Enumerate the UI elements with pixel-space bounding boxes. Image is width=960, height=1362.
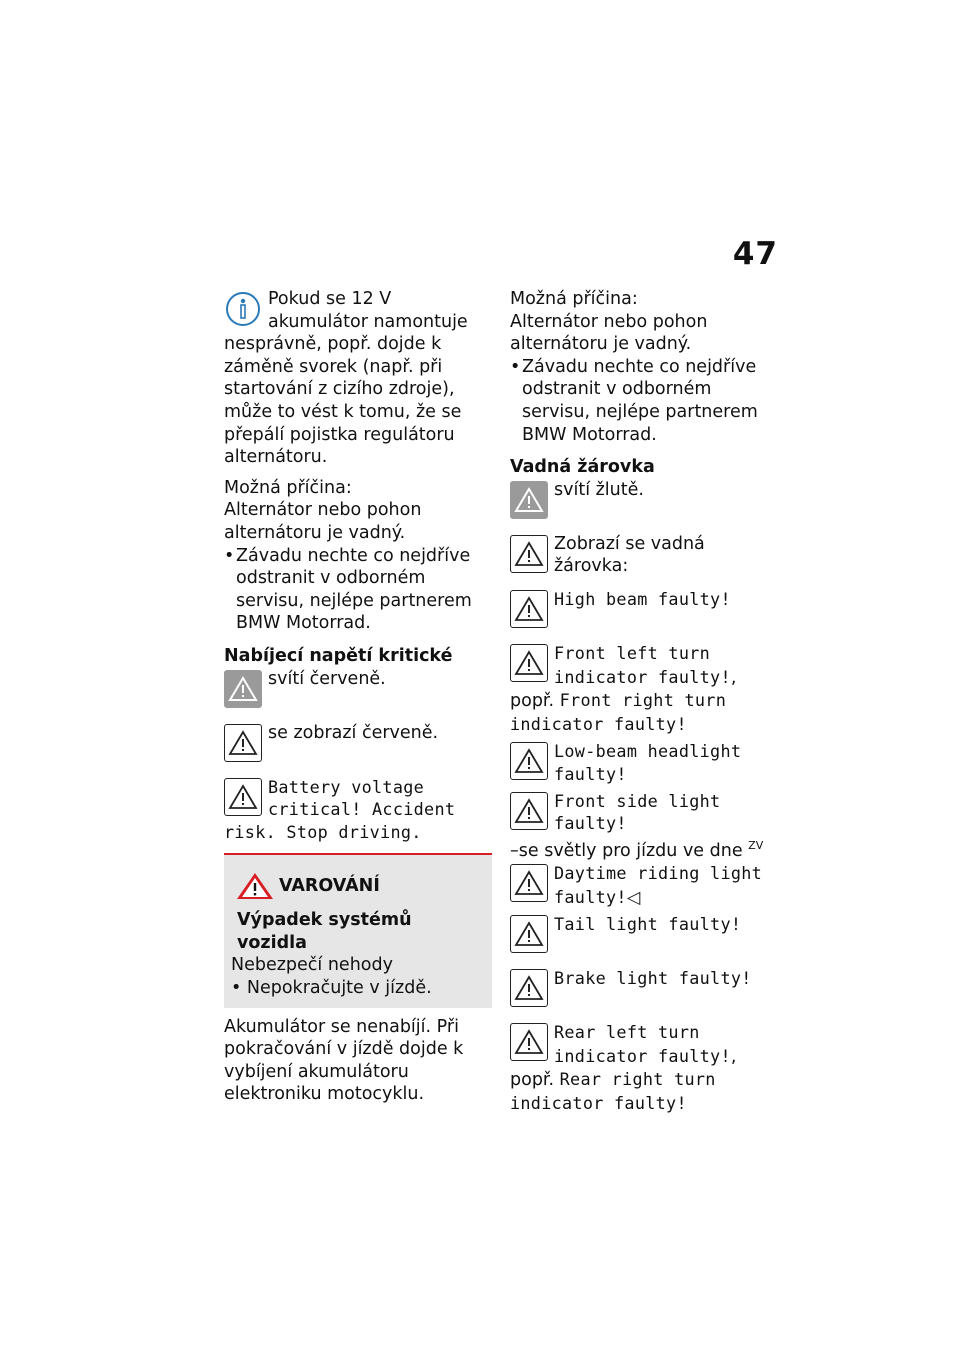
- warning-triangle-icon: [510, 535, 548, 573]
- display-message: Brake light faulty!: [554, 968, 752, 989]
- info-paragraph: Pokud se 12 V akumulátor namontuje nesprávně, popř. dojde k záměně svorek (např. při startování z cizího zdroje), může to vést k tomu, že se přepálí pojistka regulátoru alternátoru.: [224, 289, 468, 468]
- page-number: 47: [732, 236, 778, 272]
- end-mark: ◁: [626, 887, 641, 908]
- warning-bullet: • Nepokračujte v jízdě.: [231, 978, 432, 999]
- display-message-row: [510, 862, 778, 909]
- cause-label: Možná příčina:: [224, 477, 352, 498]
- info-icon: [224, 290, 262, 328]
- display-message: Front left turn indicator faulty!: [554, 642, 731, 687]
- drl-tag: ZV: [748, 838, 764, 852]
- warning-red-triangle-icon: [235, 871, 275, 901]
- warning-triangle-icon: [510, 792, 548, 830]
- warning-triangle-filled-icon: [510, 481, 548, 519]
- drl-intro-text: –se světly pro jízdu ve dne: [510, 840, 743, 861]
- warning-box: [224, 853, 492, 1007]
- warning-title-row: [235, 871, 484, 901]
- lights-yellow-text: svítí žlutě.: [554, 479, 644, 500]
- left-column: [224, 288, 492, 1106]
- display-message: Battery voltage critical! Accident risk. Stop driving.: [224, 776, 456, 842]
- warning-triangle-icon: [510, 1023, 548, 1061]
- warning-triangle-icon: [224, 778, 262, 816]
- final-paragraph: Akumulátor se nenabíjí. Při pokračování v jízdě dojde k vybíjení akumulátoru elektroniku motocyklu.: [224, 1016, 464, 1105]
- warning-triangle-icon: [510, 864, 548, 902]
- warning-triangle-filled-icon: [224, 670, 262, 708]
- cause-text: Alternátor nebo pohon alternátoru je vadný.: [224, 500, 422, 543]
- shows-red-text: se zobrazí červeně.: [268, 722, 439, 743]
- warning-title: VAROVÁNÍ: [279, 875, 380, 896]
- display-message-pair: [510, 642, 778, 736]
- warning-triangle-icon: [510, 742, 548, 780]
- shown-text: Zobrazí se vadná žárovka:: [554, 533, 705, 577]
- cause-text: Alternátor nebo pohon alternátoru je vadný.: [510, 311, 708, 355]
- section-heading: Vadná žárovka: [510, 457, 655, 478]
- warning-triangle-icon: [510, 915, 548, 953]
- display-message: Rear right turn indicator faulty!: [510, 1069, 716, 1114]
- lights-red-text: svítí červeně.: [268, 668, 386, 689]
- warning-subtitle: Výpadek systémů vozidla: [237, 910, 412, 953]
- section-heading: Nabíjecí napětí kritické: [224, 645, 453, 666]
- display-message: Rear left turn indicator faulty!: [554, 1022, 731, 1066]
- bullet-item: • Závadu nechte co nejdříve odstranit v odborném servisu, nejlépe partnerem BMW Motorrad.: [224, 545, 492, 635]
- display-message: Front side light faulty!: [554, 790, 721, 834]
- bullet-item: • Závadu nechte co nejdříve odstranit v odborném servisu, nejlépe partnerem BMW Motorrad.: [510, 356, 778, 446]
- display-message: Low-beam headlight faulty!: [554, 741, 742, 784]
- or-text: , popř.: [510, 667, 737, 712]
- display-message: Front right turn indicator faulty!: [510, 690, 727, 734]
- display-message-pair: [510, 1021, 778, 1115]
- warning-triangle-icon: [510, 590, 548, 628]
- display-message: High beam faulty!: [554, 588, 731, 609]
- warning-triangle-icon: [510, 644, 548, 682]
- warning-triangle-icon: [510, 969, 548, 1007]
- right-column: [510, 288, 778, 1116]
- drl-intro: [510, 835, 778, 862]
- warning-triangle-icon: [224, 724, 262, 762]
- warning-text: Nebezpečí nehody: [231, 955, 393, 976]
- display-message: Tail light faulty!: [554, 914, 742, 935]
- display-message: Daytime riding light faulty!: [554, 863, 763, 907]
- or-text: , popř.: [510, 1046, 737, 1091]
- cause-label: Možná příčina:: [510, 289, 638, 309]
